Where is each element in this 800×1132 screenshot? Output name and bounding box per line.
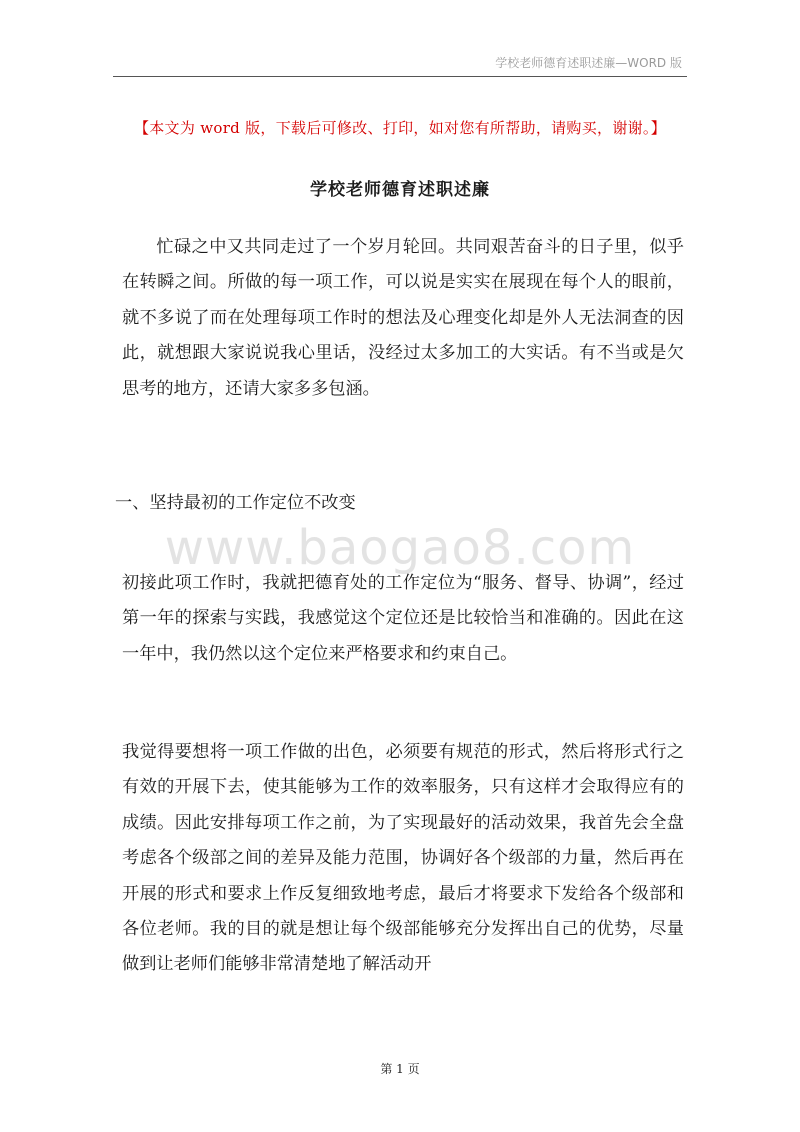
running-header: 学校老师德育述职述廉—WORD 版 xyxy=(495,56,682,70)
header-divider xyxy=(113,76,687,77)
purchase-notice: 【本文为 word 版，下载后可修改、打印，如对您有所帮助，请购买，谢谢。】 xyxy=(133,119,667,137)
paragraph-intro: 忙碌之中又共同走过了一个岁月轮回。共同艰苦奋斗的日子里，似乎在转瞬之间。所做的每一项工作，可以说是实实在展现在每个人的眼前，就不多说了而在处理每项工作时的想法及心理变化却是外人无法洞查的因此，就想跟大家说说我心里话，没经过太多加工的大实话。有不当或是欠思考的地方，还请大家多多包涵。 xyxy=(122,237,684,399)
page-number: 第 1 页 xyxy=(380,1062,420,1076)
watermark-text: www.baogao8.com xyxy=(164,520,636,576)
document-title: 学校老师德育述职述廉 xyxy=(310,180,490,200)
paragraph-method: 我觉得要想将一项工作做的出色，必须要有规范的形式，然后将形式行之有效的开展下去，使其能够为工作的效率服务，只有这样才会取得应有的成绩。因此安排每项工作之前，为了实现最好的活动效果，我首先会全盘考虑各个级部之间的差异及能力范围，协调好各个级部的力量，然后再在开展的形式和要求上作反复细致地考虑，最后才将要求下发给各个级部和各位老师。我的目的就是想让每个级部能够充分发挥出自己的优势，尽量做到让老师们能够非常清楚地了解活动开 xyxy=(122,742,684,975)
section-heading-1: 一、坚持最初的工作定位不改变 xyxy=(115,493,356,513)
paragraph-positioning: 初接此项工作时，我就把德育处的工作定位为“服务、督导、协调”，经过第一年的探索与实践，我感觉这个定位还是比较恰当和准确的。因此在这一年中，我仍然以这个定位来严格要求和约束自己。 xyxy=(122,573,684,664)
